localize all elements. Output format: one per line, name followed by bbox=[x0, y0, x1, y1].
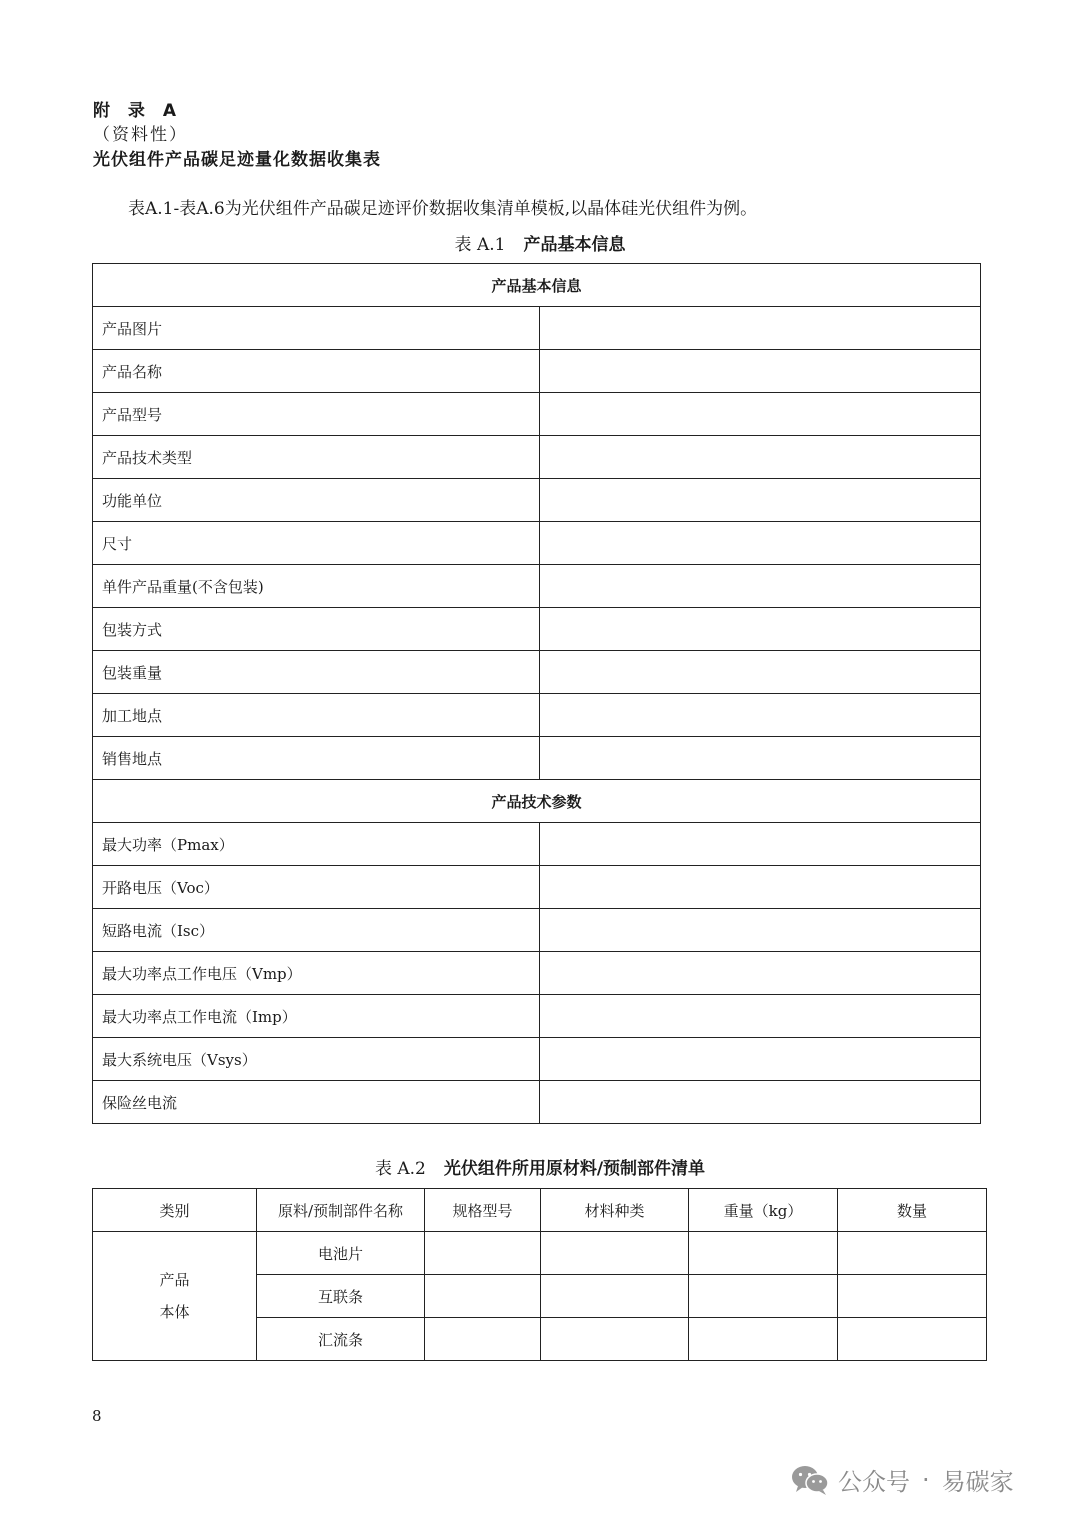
wechat-icon bbox=[790, 1464, 830, 1496]
value-cell[interactable] bbox=[540, 393, 981, 436]
column-header: 材料种类 bbox=[541, 1189, 689, 1232]
value-cell[interactable] bbox=[689, 1318, 838, 1361]
row-label: 最大功率点工作电流（Imp） bbox=[93, 995, 540, 1038]
value-cell[interactable] bbox=[540, 694, 981, 737]
value-cell[interactable] bbox=[540, 823, 981, 866]
column-header: 规格型号 bbox=[425, 1189, 541, 1232]
value-cell[interactable] bbox=[540, 522, 981, 565]
value-cell[interactable] bbox=[540, 737, 981, 780]
value-cell[interactable] bbox=[540, 952, 981, 995]
item-name-cell: 电池片 bbox=[257, 1232, 425, 1275]
table-row bbox=[93, 436, 981, 479]
row-label: 产品名称 bbox=[93, 350, 540, 393]
value-cell[interactable] bbox=[425, 1275, 541, 1318]
row-label: 最大功率点工作电压（Vmp） bbox=[93, 952, 540, 995]
table-row bbox=[93, 565, 981, 608]
column-header: 原料/预制部件名称 bbox=[257, 1189, 425, 1232]
item-name-cell: 互联条 bbox=[257, 1275, 425, 1318]
value-cell[interactable] bbox=[689, 1275, 838, 1318]
watermark bbox=[790, 1462, 1014, 1497]
value-cell[interactable] bbox=[540, 1081, 981, 1124]
table-row bbox=[93, 737, 981, 780]
column-header: 数量 bbox=[838, 1189, 987, 1232]
table2-caption bbox=[0, 1154, 1080, 1179]
row-label: 开路电压（Voc） bbox=[93, 866, 540, 909]
table-row bbox=[93, 1232, 987, 1275]
row-label: 单件产品重量(不含包装) bbox=[93, 565, 540, 608]
table-row bbox=[93, 522, 981, 565]
table-row bbox=[93, 479, 981, 522]
watermark-separator: · bbox=[922, 1465, 930, 1494]
table-row bbox=[93, 1081, 981, 1124]
value-cell[interactable] bbox=[540, 565, 981, 608]
table-row bbox=[93, 952, 981, 995]
materials-table bbox=[92, 1188, 987, 1361]
row-label: 加工地点 bbox=[93, 694, 540, 737]
table2-number: 表 A.2 bbox=[374, 1159, 426, 1179]
intro-paragraph: 表A.1-表A.6为光伏组件产品碳足迹评价数据收集清单模板,以晶体硅光伏组件为例。 bbox=[128, 199, 758, 219]
watermark-platform: 公众号 bbox=[838, 1468, 910, 1496]
value-cell[interactable] bbox=[425, 1232, 541, 1275]
row-label: 尺寸 bbox=[93, 522, 540, 565]
table-section-row bbox=[93, 264, 981, 307]
section-basic-info: 产品基本信息 bbox=[93, 264, 981, 307]
category-line: 产品 bbox=[159, 1271, 190, 1289]
value-cell[interactable] bbox=[540, 436, 981, 479]
column-header: 重量（kg） bbox=[689, 1189, 838, 1232]
section-tech-params: 产品技术参数 bbox=[93, 780, 981, 823]
row-label: 保险丝电流 bbox=[93, 1081, 540, 1124]
row-label: 销售地点 bbox=[93, 737, 540, 780]
row-label: 功能单位 bbox=[93, 479, 540, 522]
page-number: 8 bbox=[92, 1407, 102, 1425]
value-cell[interactable] bbox=[540, 1038, 981, 1081]
row-label: 最大系统电压（Vsys） bbox=[93, 1038, 540, 1081]
table-row bbox=[93, 866, 981, 909]
table-section-row bbox=[93, 780, 981, 823]
table-row bbox=[93, 608, 981, 651]
row-label: 产品型号 bbox=[93, 393, 540, 436]
row-label: 产品技术类型 bbox=[93, 436, 540, 479]
value-cell[interactable] bbox=[540, 608, 981, 651]
table2-title: 光伏组件所用原材料/预制部件清单 bbox=[443, 1159, 706, 1179]
product-info-table bbox=[92, 263, 981, 1124]
table-row bbox=[93, 393, 981, 436]
row-label: 产品图片 bbox=[93, 307, 540, 350]
table-header-row bbox=[93, 1189, 987, 1232]
row-label: 最大功率（Pmax） bbox=[93, 823, 540, 866]
table-row bbox=[93, 1038, 981, 1081]
table1-number: 表 A.1 bbox=[454, 235, 506, 255]
value-cell[interactable] bbox=[540, 479, 981, 522]
table-row bbox=[93, 995, 981, 1038]
table-row bbox=[93, 694, 981, 737]
value-cell[interactable] bbox=[541, 1275, 689, 1318]
value-cell[interactable] bbox=[425, 1318, 541, 1361]
category-cell bbox=[93, 1232, 257, 1361]
appendix-title: 光伏组件产品碳足迹量化数据收集表 bbox=[93, 150, 381, 170]
value-cell[interactable] bbox=[540, 909, 981, 952]
value-cell[interactable] bbox=[540, 866, 981, 909]
value-cell[interactable] bbox=[838, 1232, 987, 1275]
value-cell[interactable] bbox=[838, 1318, 987, 1361]
row-label: 包装重量 bbox=[93, 651, 540, 694]
value-cell[interactable] bbox=[540, 307, 981, 350]
row-label: 包装方式 bbox=[93, 608, 540, 651]
value-cell[interactable] bbox=[540, 350, 981, 393]
item-name-cell: 汇流条 bbox=[257, 1318, 425, 1361]
appendix-label: 附 录 A bbox=[93, 101, 182, 121]
table-row bbox=[93, 909, 981, 952]
watermark-account: 易碳家 bbox=[941, 1468, 1014, 1496]
value-cell[interactable] bbox=[540, 995, 981, 1038]
column-header: 类别 bbox=[93, 1189, 257, 1232]
appendix-nature: （资料性） bbox=[93, 125, 188, 145]
table1-caption bbox=[0, 230, 1080, 255]
table-row bbox=[93, 651, 981, 694]
table1-title: 产品基本信息 bbox=[523, 235, 626, 255]
table-row bbox=[93, 823, 981, 866]
value-cell[interactable] bbox=[540, 651, 981, 694]
value-cell[interactable] bbox=[541, 1318, 689, 1361]
value-cell[interactable] bbox=[689, 1232, 838, 1275]
row-label: 短路电流（Isc） bbox=[93, 909, 540, 952]
value-cell[interactable] bbox=[541, 1232, 689, 1275]
table-row bbox=[93, 307, 981, 350]
table-row bbox=[93, 350, 981, 393]
value-cell[interactable] bbox=[838, 1275, 987, 1318]
category-line: 本体 bbox=[159, 1303, 190, 1321]
